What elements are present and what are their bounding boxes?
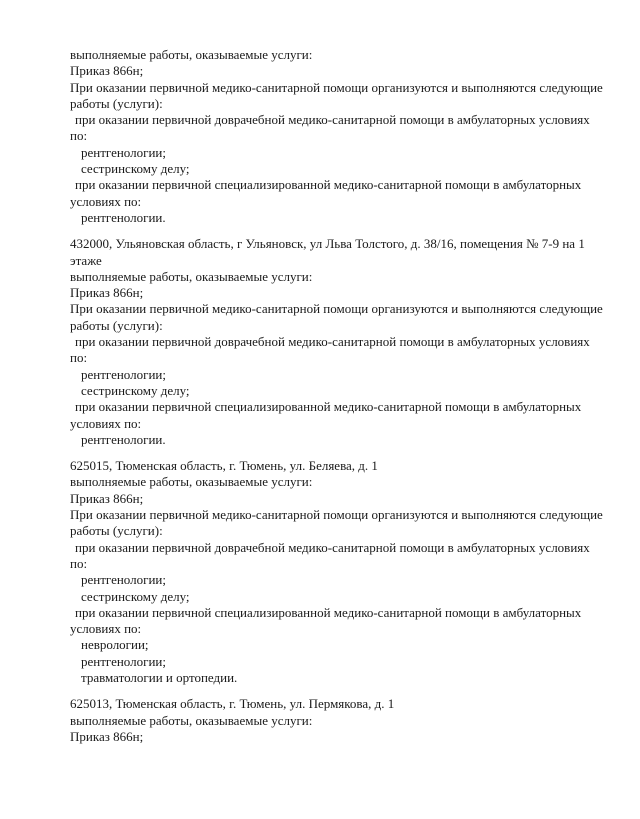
text-line: Приказ 866н; <box>70 285 144 301</box>
license-section-tyumen-permyakova <box>70 696 600 745</box>
text-line: выполняемые работы, оказываемые услуги: <box>70 268 313 284</box>
text-line: При оказании первичной медико-санитарной помощи организуются и выполняются следующие <box>70 301 603 317</box>
service-item-line: сестринскому делу; <box>81 382 190 398</box>
text-line: при оказании первичной специализированной медико-санитарной помощи в амбулаторных <box>75 399 582 415</box>
service-item-line: сестринскому делу; <box>81 588 190 604</box>
text-line: Приказ 866н; <box>70 63 144 79</box>
text-line: Приказ 866н; <box>70 490 144 506</box>
service-item-line: сестринскому делу; <box>81 161 190 177</box>
text-line: выполняемые работы, оказываемые услуги: <box>70 474 313 490</box>
text-line: условиях по: <box>70 621 142 637</box>
text-line: при оказании первичной доврачебной медико-санитарной помощи в амбулаторных условиях <box>75 539 590 555</box>
text-line: выполняемые работы, оказываемые услуги: <box>70 712 313 728</box>
service-item-line: травматологии и ортопедии. <box>81 669 238 685</box>
service-item-line: рентгенологии; <box>81 572 166 588</box>
text-line: работы (услуги): <box>70 317 163 333</box>
address-line: 432000, Ульяновская область, г Ульяновск, ул Льва Толстого, д. 38/16, помещения № 7-9 на 1 <box>70 236 585 252</box>
text-line: при оказании первичной доврачебной медико-санитарной помощи в амбулаторных условиях <box>75 334 590 350</box>
text-line: по: <box>70 555 88 571</box>
text-line: по: <box>70 128 88 144</box>
text-line: при оказании первичной доврачебной медико-санитарной помощи в амбулаторных условиях <box>75 112 590 128</box>
text-line: при оказании первичной специализированной медико-санитарной помощи в амбулаторных <box>75 604 582 620</box>
license-section-ulyanovsk <box>70 236 603 448</box>
service-item-line: рентгенологии; <box>81 366 166 382</box>
license-section-tyumen-belyaeva <box>70 458 603 686</box>
text-line: при оказании первичной специализированной медико-санитарной помощи в амбулаторных <box>75 177 582 193</box>
text-line: При оказании первичной медико-санитарной помощи организуются и выполняются следующие <box>70 507 603 523</box>
text-line: выполняемые работы, оказываемые услуги: <box>70 47 313 62</box>
service-item-line: рентгенологии. <box>81 209 166 225</box>
service-item-line: неврологии; <box>81 637 149 653</box>
address-line: 625015, Тюменская область, г. Тюмень, ул. Беляева, д. 1 <box>70 458 378 474</box>
service-item-line: рентгенологии; <box>81 653 166 669</box>
text-line: Приказ 866н; <box>70 728 144 744</box>
text-line: по: <box>70 350 88 366</box>
address-line: 625013, Тюменская область, г. Тюмень, ул. Пермякова, д. 1 <box>70 696 395 712</box>
text-line: При оказании первичной медико-санитарной помощи организуются и выполняются следующие <box>70 79 603 95</box>
text-line: условиях по: <box>70 193 142 209</box>
license-section-continued <box>70 47 603 226</box>
service-item-line: рентгенологии. <box>81 431 166 447</box>
text-line: работы (услуги): <box>70 95 163 111</box>
address-line: этаже <box>70 252 102 268</box>
text-line: работы (услуги): <box>70 523 163 539</box>
service-item-line: рентгенологии; <box>81 144 166 160</box>
text-line: условиях по: <box>70 415 142 431</box>
